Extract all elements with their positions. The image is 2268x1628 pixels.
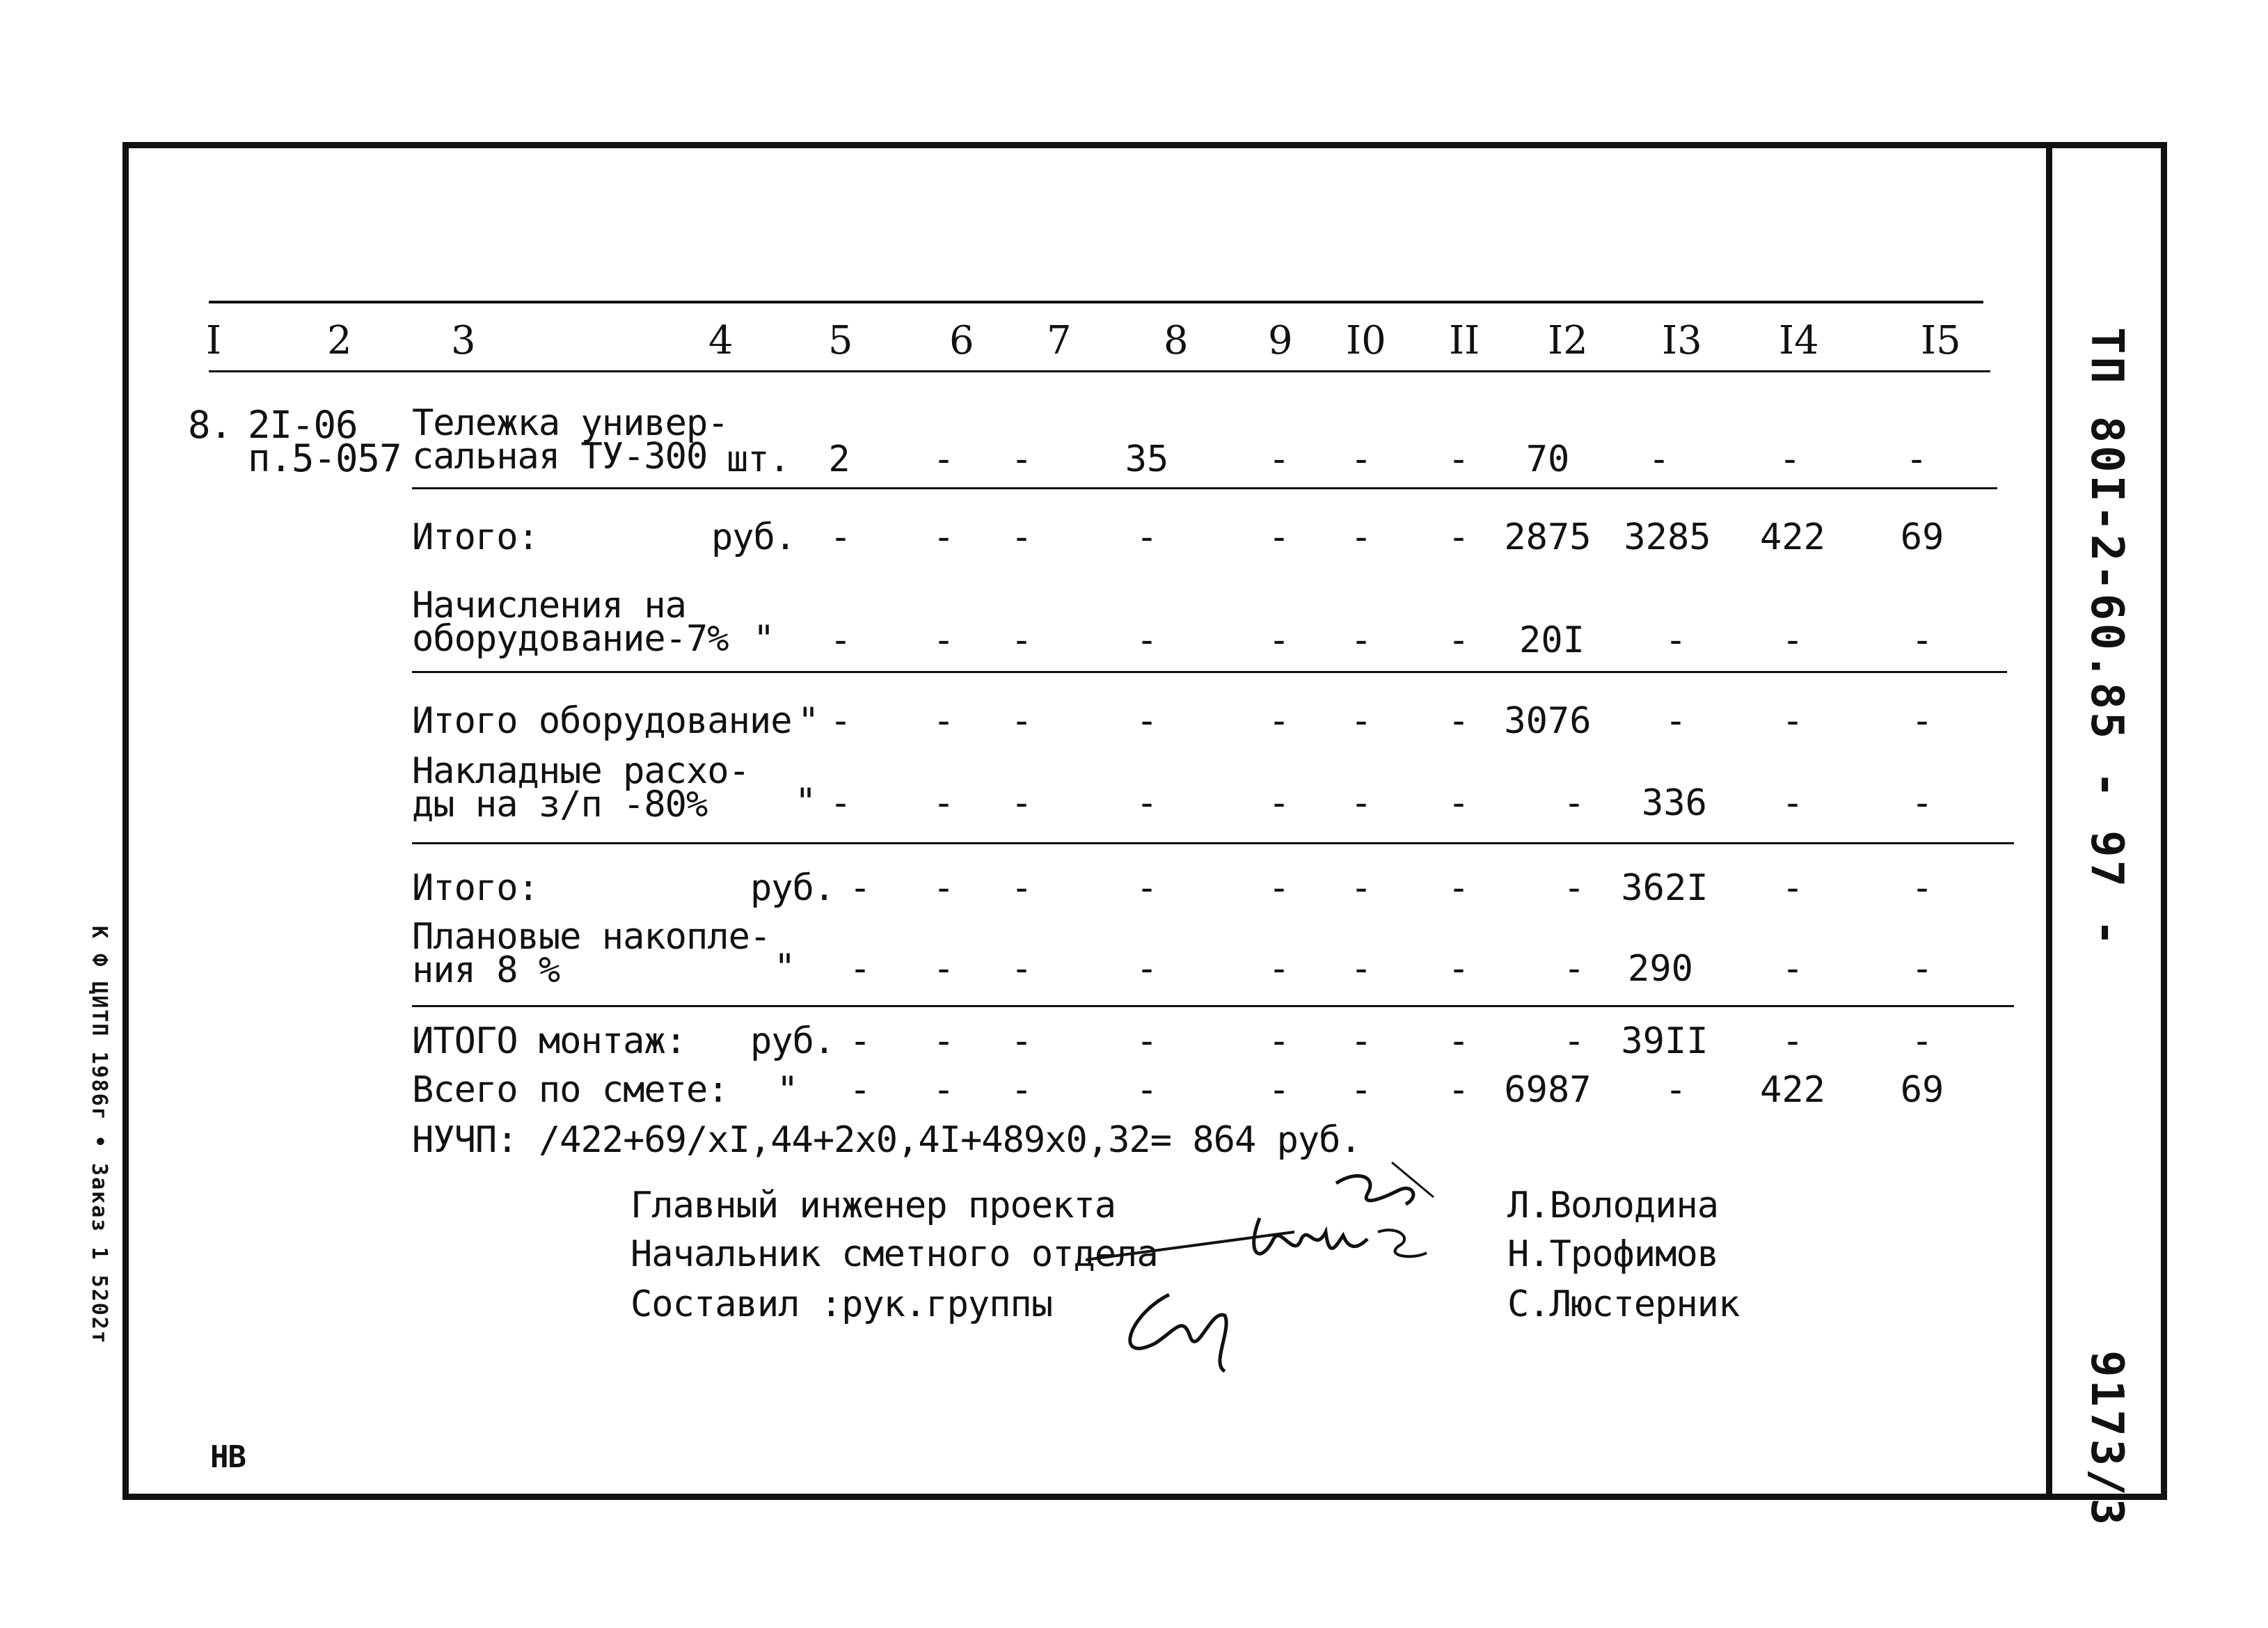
bottom-mark: НВ bbox=[210, 1439, 246, 1475]
header-top-rule bbox=[209, 301, 1983, 303]
row-cell: 2875 bbox=[1504, 516, 1592, 558]
row-label: ИТОГО монтаж: bbox=[412, 1020, 686, 1062]
row-cell: - bbox=[1782, 700, 1804, 742]
signature-name: С.Люстерник bbox=[1507, 1283, 1740, 1325]
item-cell: 35 bbox=[1125, 438, 1169, 480]
row-cell: - bbox=[1136, 516, 1158, 558]
row-cell: - bbox=[1268, 1069, 1290, 1111]
row-cell: 6987 bbox=[1504, 1069, 1592, 1111]
row-cell: - bbox=[830, 619, 852, 661]
row-cell: 362I bbox=[1621, 867, 1708, 909]
row-cell: - bbox=[1665, 619, 1687, 661]
col-header-1: I bbox=[206, 318, 222, 363]
row-cell: - bbox=[1010, 619, 1033, 661]
row-cell: - bbox=[1782, 619, 1804, 661]
printer-stamp: К Ф ЦИТП 1986г • Заказ 1 5202т bbox=[87, 926, 111, 1345]
row-label: Начисления на оборудование-7% bbox=[412, 585, 729, 660]
item-code-ref: п.5-057 bbox=[248, 436, 402, 480]
row-cell: - bbox=[1010, 782, 1033, 824]
item-cell: - bbox=[1350, 438, 1372, 480]
row-cell: - bbox=[1911, 782, 1933, 824]
item-cell: - bbox=[1779, 438, 1801, 480]
row-cell: - bbox=[1010, 867, 1033, 909]
row-cell: - bbox=[1268, 782, 1290, 824]
row-cell: - bbox=[1268, 516, 1290, 558]
row-cell: - bbox=[1350, 782, 1372, 824]
col-header-7: 7 bbox=[1047, 318, 1072, 363]
col-header-2: 2 bbox=[327, 318, 352, 363]
row-label: Итого: bbox=[412, 867, 539, 909]
item-cell: - bbox=[1905, 438, 1928, 480]
row-cell: - bbox=[1563, 782, 1585, 824]
row-unit: руб. bbox=[750, 1020, 835, 1062]
col-header-8: 8 bbox=[1164, 318, 1189, 363]
row-cell: - bbox=[1448, 700, 1470, 742]
row-cell: - bbox=[849, 867, 871, 909]
row-cell: - bbox=[1136, 619, 1158, 661]
row-cell: - bbox=[933, 867, 955, 909]
header-bottom-rule bbox=[209, 370, 1990, 372]
row-unit: " bbox=[777, 1069, 798, 1111]
row-cell: - bbox=[1268, 619, 1290, 661]
row-cell: - bbox=[1350, 700, 1372, 742]
col-header-15: I5 bbox=[1921, 318, 1961, 363]
row-cell: 422 bbox=[1760, 1069, 1825, 1111]
item-qty: 2 bbox=[828, 438, 850, 480]
row-label: Итого оборудование bbox=[412, 700, 792, 742]
row-label: Плановые накопле- ния 8 % bbox=[412, 916, 771, 991]
row-cell: - bbox=[1268, 1020, 1290, 1062]
row-cell: 20I bbox=[1519, 619, 1585, 661]
row-cell: - bbox=[933, 1020, 955, 1062]
item-cell: 70 bbox=[1525, 438, 1570, 480]
row-cell: 69 bbox=[1900, 1069, 1944, 1111]
row-cell: - bbox=[1010, 516, 1033, 558]
row-cell: - bbox=[1136, 782, 1158, 824]
signature-role: Главный инженер проекта bbox=[631, 1185, 1116, 1226]
row-unit: " bbox=[798, 700, 819, 742]
row-cell: - bbox=[1448, 619, 1470, 661]
row-cell: 290 bbox=[1628, 948, 1693, 990]
row-cell: - bbox=[1665, 1069, 1687, 1111]
row-unit: руб. bbox=[711, 516, 796, 558]
row-rule bbox=[412, 842, 2014, 844]
col-header-10: I0 bbox=[1346, 318, 1386, 363]
item-cell: - bbox=[1448, 438, 1470, 480]
row-cell: - bbox=[1448, 1069, 1470, 1111]
row-cell: - bbox=[1448, 516, 1470, 558]
row-cell: - bbox=[1563, 1020, 1585, 1062]
row-cell: - bbox=[1350, 619, 1372, 661]
row-cell: - bbox=[1010, 948, 1033, 990]
sheet-number: 9173/3 bbox=[2081, 1350, 2132, 1528]
row-rule bbox=[412, 671, 2007, 673]
row-cell: 336 bbox=[1642, 782, 1707, 824]
row-cell: 3076 bbox=[1504, 700, 1592, 742]
row-unit: " bbox=[774, 947, 795, 988]
row-cell: - bbox=[1782, 1020, 1804, 1062]
row-cell: 69 bbox=[1900, 516, 1944, 558]
row-cell: - bbox=[1911, 700, 1933, 742]
row-cell: - bbox=[849, 1069, 871, 1111]
row-cell: - bbox=[1010, 1069, 1033, 1111]
row-cell: - bbox=[1350, 516, 1372, 558]
row-cell: - bbox=[1448, 867, 1470, 909]
row-rule bbox=[412, 487, 1997, 489]
col-header-14: I4 bbox=[1779, 318, 1819, 363]
signature-name: Л.Володина bbox=[1507, 1185, 1719, 1226]
row-cell: 3285 bbox=[1624, 516, 1711, 558]
row-cell: - bbox=[830, 516, 852, 558]
title-strip-divider bbox=[2046, 142, 2052, 1500]
row-cell: - bbox=[830, 700, 852, 742]
row-cell: - bbox=[1136, 867, 1158, 909]
row-cell: - bbox=[849, 948, 871, 990]
signature-role: Начальник сметного отдела bbox=[631, 1233, 1158, 1275]
row-cell: - bbox=[1782, 782, 1804, 824]
row-cell: - bbox=[1911, 867, 1933, 909]
row-cell: - bbox=[1268, 948, 1290, 990]
row-cell: - bbox=[1350, 867, 1372, 909]
row-cell: - bbox=[1448, 948, 1470, 990]
row-cell: - bbox=[1010, 700, 1033, 742]
row-label: Накладные расхо- ды на з/п -80% bbox=[412, 750, 750, 825]
col-header-11: II bbox=[1449, 318, 1480, 363]
col-header-9: 9 bbox=[1268, 318, 1293, 363]
row-cell: - bbox=[933, 516, 955, 558]
row-cell: - bbox=[933, 782, 955, 824]
row-cell: - bbox=[1136, 1069, 1158, 1111]
row-cell: - bbox=[933, 1069, 955, 1111]
item-cell: - bbox=[1268, 438, 1290, 480]
row-label: Итого: bbox=[412, 516, 539, 558]
drawing-code: ТП 80I-2-60.85 - 97 - bbox=[2081, 327, 2132, 949]
row-cell: - bbox=[1268, 700, 1290, 742]
row-label: Всего по смете: bbox=[412, 1069, 729, 1111]
col-header-12: I2 bbox=[1548, 318, 1588, 363]
signature-role: Составил :рук.группы bbox=[631, 1283, 1053, 1325]
row-rule bbox=[412, 1005, 2014, 1007]
row-cell: - bbox=[1665, 700, 1687, 742]
row-cell: - bbox=[1563, 948, 1585, 990]
row-unit: " bbox=[753, 618, 775, 660]
row-cell: - bbox=[1268, 867, 1290, 909]
nuchp-formula: НУЧП: /422+69/хI,44+2х0,4I+489х0,32= 864 руб. bbox=[412, 1119, 1361, 1161]
row-cell: - bbox=[1911, 1020, 1933, 1062]
row-cell: - bbox=[1448, 1020, 1470, 1062]
row-cell: - bbox=[1136, 1020, 1158, 1062]
row-unit: руб. bbox=[750, 867, 835, 909]
row-cell: - bbox=[1911, 948, 1933, 990]
signature-name: Н.Трофимов bbox=[1507, 1233, 1719, 1275]
col-header-4: 4 bbox=[708, 318, 733, 363]
row-cell: - bbox=[1782, 948, 1804, 990]
col-header-6: 6 bbox=[949, 318, 974, 363]
col-header-5: 5 bbox=[828, 318, 853, 363]
row-cell: - bbox=[933, 619, 955, 661]
row-cell: - bbox=[1563, 867, 1585, 909]
row-cell: 39II bbox=[1621, 1020, 1708, 1062]
row-cell: 422 bbox=[1760, 516, 1825, 558]
item-cell: - bbox=[1648, 438, 1670, 480]
row-cell: - bbox=[1448, 782, 1470, 824]
item-cell: - bbox=[1010, 438, 1033, 480]
row-cell: - bbox=[1350, 1020, 1372, 1062]
item-unit: шт. bbox=[727, 438, 790, 480]
row-cell: - bbox=[1136, 948, 1158, 990]
row-cell: - bbox=[933, 700, 955, 742]
item-name: Тележка универ- сальная ТУ-300 bbox=[412, 402, 729, 477]
handwritten-signatures bbox=[1086, 1155, 1475, 1378]
row-cell: - bbox=[1350, 1069, 1372, 1111]
row-cell: - bbox=[1782, 867, 1804, 909]
col-header-3: 3 bbox=[451, 318, 476, 363]
row-cell: - bbox=[1911, 619, 1933, 661]
item-code: 2I-06 bbox=[248, 403, 358, 447]
item-number: 8. bbox=[188, 403, 232, 447]
item-cell: - bbox=[933, 438, 955, 480]
col-header-13: I3 bbox=[1662, 318, 1702, 363]
row-cell: - bbox=[1010, 1020, 1033, 1062]
row-cell: - bbox=[849, 1020, 871, 1062]
row-cell: - bbox=[933, 948, 955, 990]
row-cell: - bbox=[830, 782, 852, 824]
row-cell: - bbox=[1350, 948, 1372, 990]
row-cell: - bbox=[1136, 700, 1158, 742]
row-unit: " bbox=[795, 781, 816, 823]
